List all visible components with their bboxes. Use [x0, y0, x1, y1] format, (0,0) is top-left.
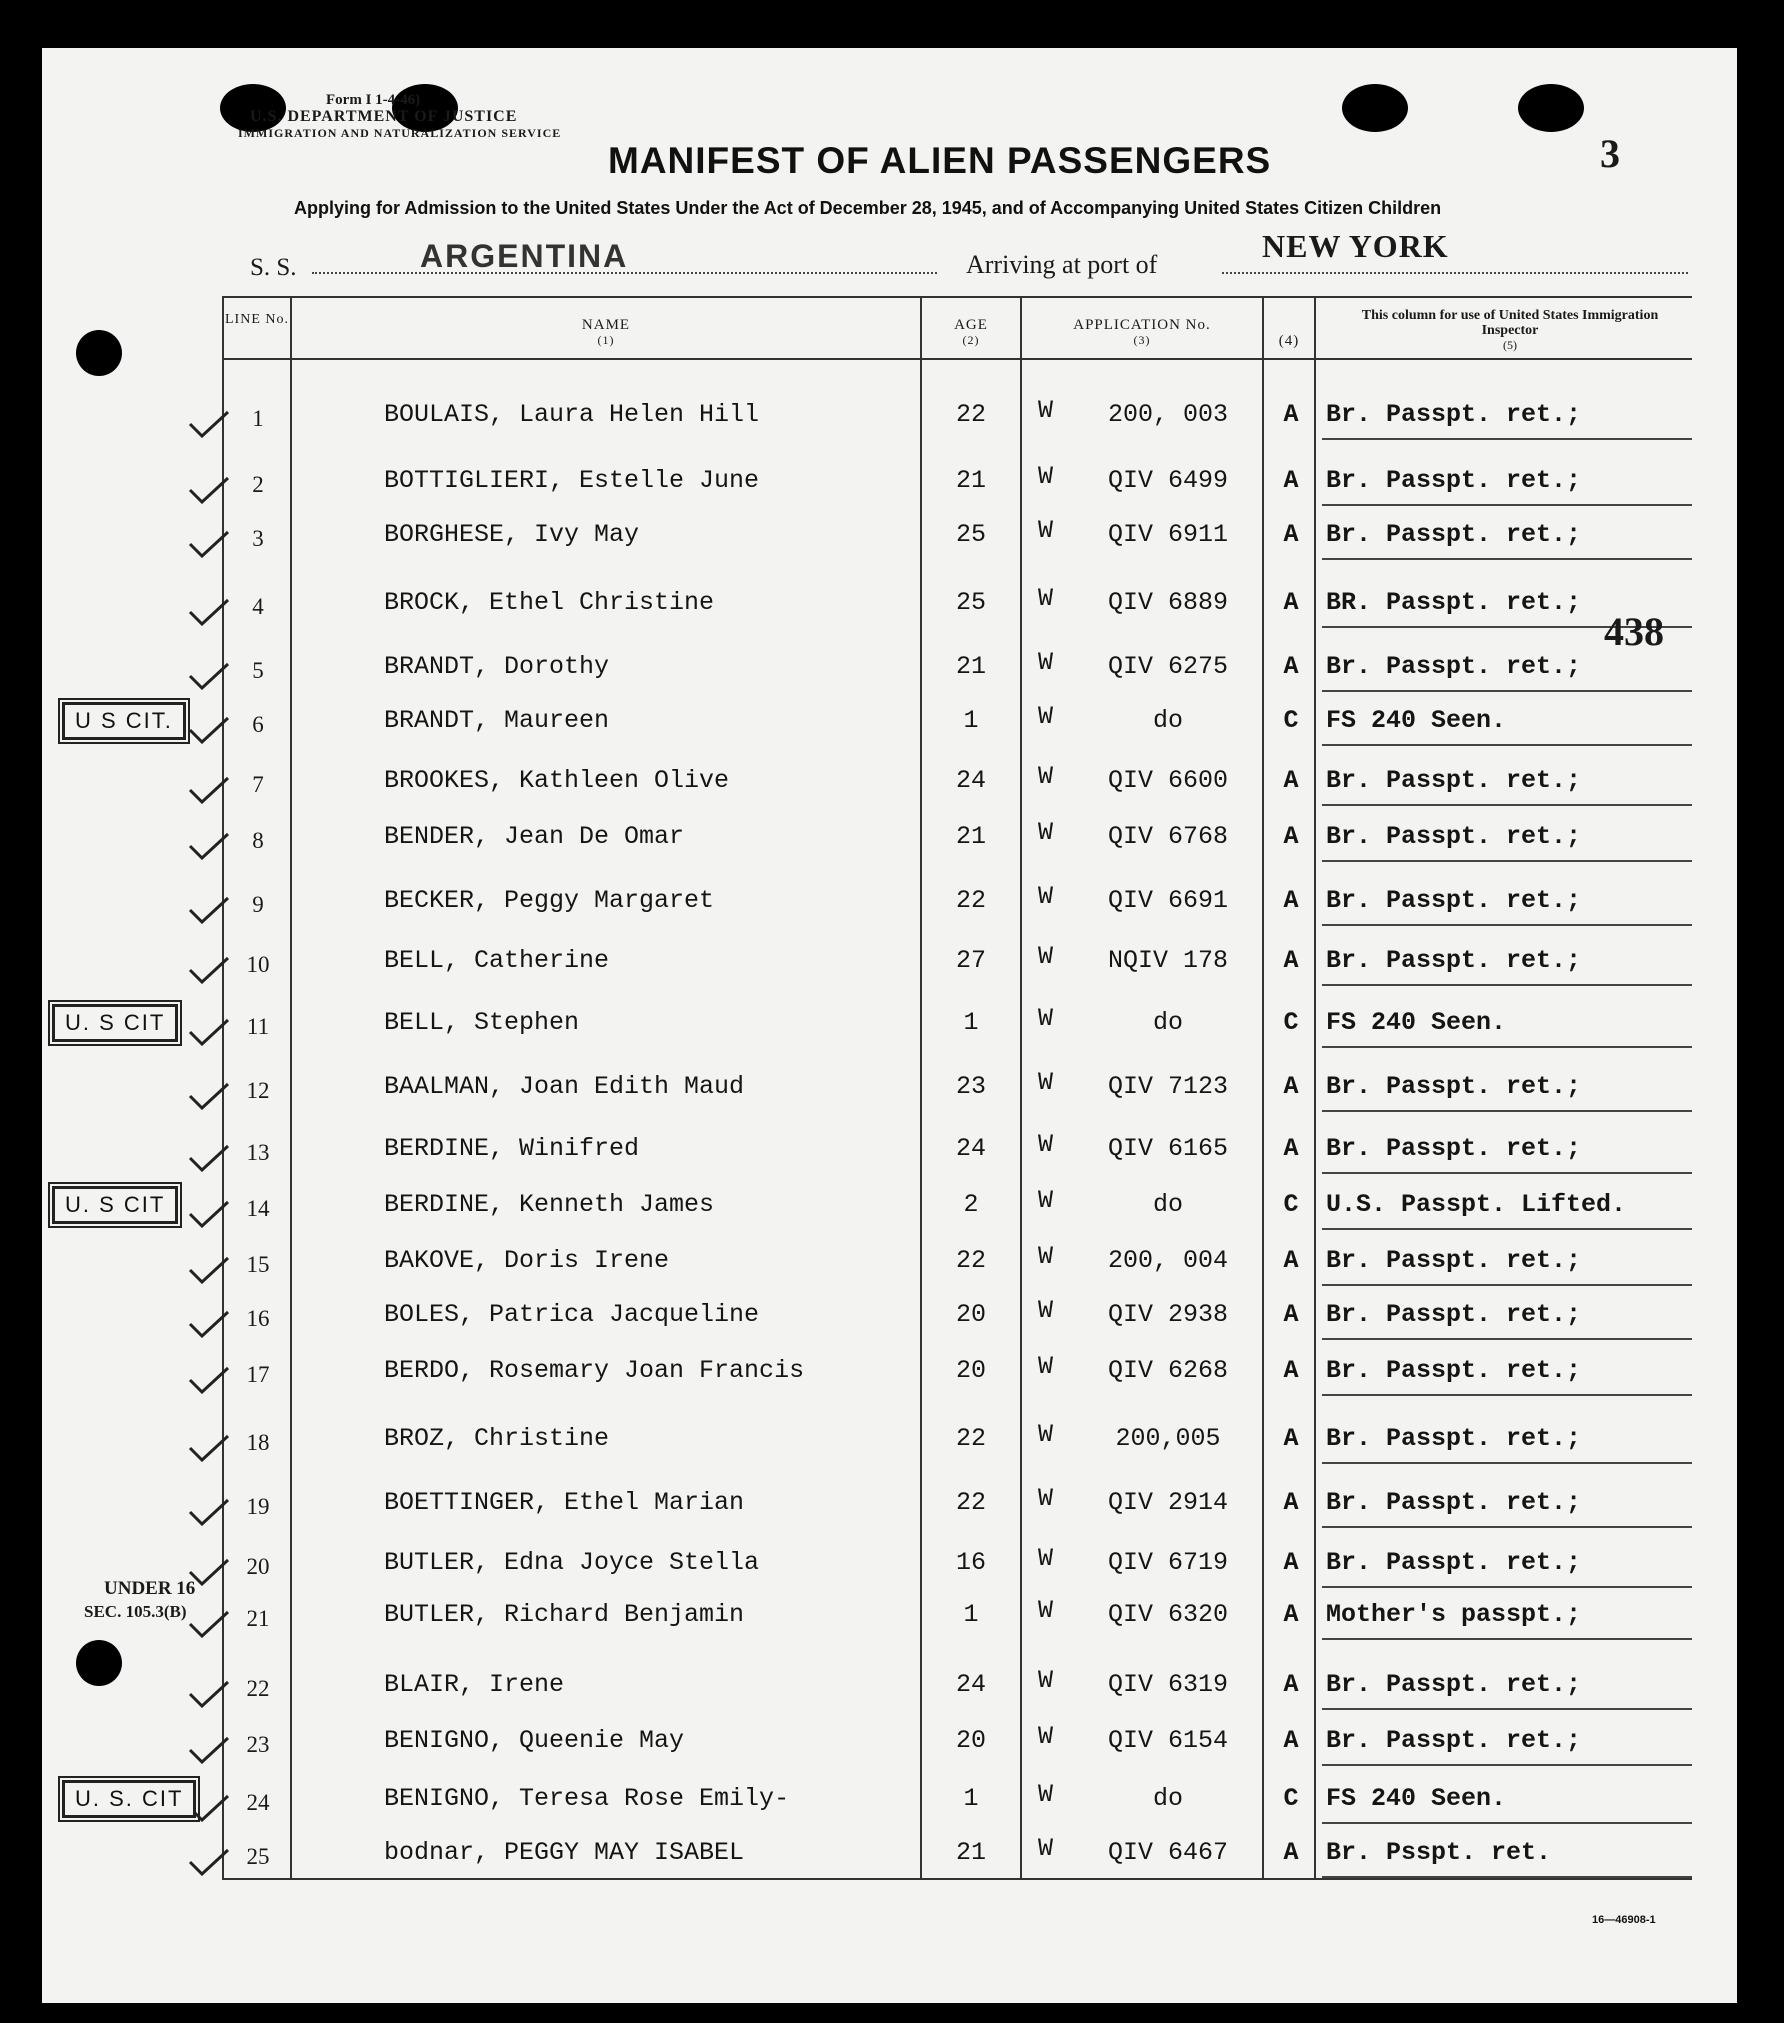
line-number: 15	[246, 1252, 270, 1277]
race-code: W	[1038, 1242, 1054, 1271]
check-mark	[188, 662, 230, 690]
check-mark	[188, 1310, 230, 1338]
inspector-remark: Br. Passpt. ret.;	[1326, 1548, 1582, 1577]
port-label: Arriving at port of	[966, 250, 1158, 279]
class-code: A	[1283, 1072, 1299, 1101]
class-code: A	[1283, 1246, 1299, 1275]
page-number: 3	[1600, 131, 1620, 176]
passenger-name: BRANDT, Dorothy	[384, 652, 610, 681]
column-divider	[290, 296, 292, 1880]
application-number: QIV 2938	[1107, 1300, 1229, 1329]
passenger-age: 25	[955, 588, 986, 617]
passenger-name: BELL, Stephen	[384, 1008, 580, 1037]
race-code: W	[1038, 882, 1054, 911]
punch-hole	[1518, 84, 1584, 132]
remark-underline	[1322, 1110, 1692, 1112]
line-number: 9	[252, 892, 264, 917]
remark-underline	[1322, 860, 1692, 862]
check-mark	[188, 410, 230, 438]
check-mark	[188, 1366, 230, 1394]
table-bottom-border	[222, 1878, 1692, 1880]
passenger-name: BUTLER, Edna Joyce Stella	[384, 1548, 760, 1577]
passenger-age: 21	[955, 1838, 986, 1867]
application-number: QIV 6719	[1107, 1548, 1229, 1577]
class-code: A	[1283, 1300, 1299, 1329]
inspector-remark: Br. Passpt. ret.;	[1326, 822, 1582, 851]
passenger-age: 20	[955, 1726, 986, 1755]
application-number: do	[1152, 706, 1183, 735]
header-name: NAME (1)	[581, 317, 631, 347]
table-top-border	[222, 296, 1692, 298]
passenger-age: 27	[955, 946, 986, 975]
race-code: W	[1038, 584, 1054, 613]
passenger-age: 1	[963, 1008, 979, 1037]
page-subtitle: Applying for Admission to the United States Under the Act of December 28, 1945, and of Accompanying United States Citizen Children	[294, 198, 1442, 218]
punch-hole	[76, 330, 122, 376]
race-code: W	[1038, 648, 1054, 677]
remark-underline	[1322, 1394, 1692, 1396]
page-title: MANIFEST OF ALIEN PASSENGERS	[608, 140, 1272, 181]
passenger-name: BENIGNO, Queenie May	[384, 1726, 685, 1755]
ss-label: S. S.	[250, 254, 297, 281]
application-number: QIV 6165	[1107, 1134, 1229, 1163]
inspector-remark: Br. Passpt. ret.;	[1326, 766, 1582, 795]
application-number: QIV 6691	[1107, 886, 1229, 915]
check-mark	[188, 530, 230, 558]
line-number: 13	[246, 1140, 270, 1165]
section-note: SEC. 105.3(B)	[84, 1602, 187, 1621]
check-mark	[188, 598, 230, 626]
race-code: W	[1038, 762, 1054, 791]
header-line-no: LINE No.	[225, 312, 289, 327]
passenger-age: 21	[955, 652, 986, 681]
class-code: C	[1283, 1008, 1299, 1037]
passenger-age: 22	[955, 400, 986, 429]
passenger-name: BROOKES, Kathleen Olive	[384, 766, 730, 795]
remark-underline	[1322, 1638, 1692, 1640]
race-code: W	[1038, 942, 1054, 971]
class-code: A	[1283, 1600, 1299, 1629]
inspector-remark: Br. Passpt. ret.;	[1326, 1356, 1582, 1385]
check-mark	[188, 896, 230, 924]
application-number: QIV 6467	[1107, 1838, 1229, 1867]
remark-underline	[1322, 1172, 1692, 1174]
inspector-remark: Br. Passpt. ret.;	[1326, 886, 1582, 915]
inspector-remark: FS 240 Seen.	[1326, 1784, 1507, 1813]
passenger-name: BLAIR, Irene	[384, 1670, 565, 1699]
passenger-age: 16	[955, 1548, 986, 1577]
line-number: 23	[246, 1732, 270, 1757]
passenger-name: BERDINE, Winifred	[384, 1134, 640, 1163]
line-number: 3	[252, 526, 264, 551]
race-code: W	[1038, 1420, 1054, 1449]
class-code: A	[1283, 520, 1299, 549]
inspector-remark: Br. Passpt. ret.;	[1326, 1072, 1582, 1101]
header-application: APPLICATION No. (3)	[1073, 317, 1211, 347]
class-code: A	[1283, 1838, 1299, 1867]
inspector-remark: Br. Passpt. ret.;	[1326, 1670, 1582, 1699]
line-number: 5	[252, 658, 264, 683]
line-number: 21	[246, 1606, 270, 1631]
passenger-name: BORGHESE, Ivy May	[384, 520, 640, 549]
column-divider	[1020, 296, 1022, 1880]
race-code: W	[1038, 1834, 1054, 1863]
check-mark	[188, 1610, 230, 1638]
passenger-age: 21	[955, 822, 986, 851]
punch-hole	[1342, 84, 1408, 132]
remark-underline	[1322, 1764, 1692, 1766]
application-number: 200, 004	[1107, 1246, 1229, 1275]
remark-underline	[1322, 1338, 1692, 1340]
remark-underline	[1322, 558, 1692, 560]
race-code: W	[1038, 1296, 1054, 1325]
application-number: QIV 6499	[1107, 466, 1229, 495]
port-name: NEW YORK	[1262, 228, 1449, 264]
passenger-name: BRANDT, Maureen	[384, 706, 610, 735]
column-divider	[920, 296, 922, 1880]
passenger-age: 20	[955, 1356, 986, 1385]
remark-underline	[1322, 438, 1692, 440]
remark-underline	[1322, 1586, 1692, 1588]
header-bottom-border	[222, 358, 1692, 360]
application-number: do	[1152, 1008, 1183, 1037]
punch-hole	[76, 1640, 122, 1686]
check-mark	[188, 1018, 230, 1046]
line-number: 8	[252, 828, 264, 853]
passenger-age: 1	[963, 1784, 979, 1813]
header-col4: (4)	[1278, 333, 1300, 349]
application-number: 200,005	[1115, 1424, 1221, 1453]
inspector-remark: Br. Psspt. ret.	[1326, 1838, 1552, 1867]
check-mark	[188, 1736, 230, 1764]
column-divider	[1262, 296, 1264, 1880]
check-mark	[188, 1434, 230, 1462]
check-mark	[188, 1082, 230, 1110]
column-divider	[1314, 296, 1316, 1880]
check-mark	[188, 716, 230, 744]
passenger-age: 22	[955, 1246, 986, 1275]
remark-underline	[1322, 690, 1692, 692]
passenger-age: 25	[955, 520, 986, 549]
remark-underline	[1322, 1046, 1692, 1048]
us-citizen-stamp: U. S. CIT	[62, 1780, 196, 1818]
application-number: QIV 6268	[1107, 1356, 1229, 1385]
race-code: W	[1038, 1004, 1054, 1033]
form-number: Form I 1-4-46)	[326, 92, 421, 108]
passenger-name: BOETTINGER, Ethel Marian	[384, 1488, 745, 1517]
class-code: C	[1283, 1190, 1299, 1219]
class-code: A	[1283, 588, 1299, 617]
class-code: A	[1283, 1670, 1299, 1699]
check-mark	[188, 476, 230, 504]
race-code: W	[1038, 1596, 1054, 1625]
check-mark	[188, 776, 230, 804]
under16-note: UNDER 16	[104, 1578, 196, 1599]
race-code: W	[1038, 1666, 1054, 1695]
class-code: A	[1283, 466, 1299, 495]
passenger-age: 22	[955, 886, 986, 915]
line-number: 12	[246, 1078, 270, 1103]
race-code: W	[1038, 396, 1054, 425]
inspector-remark: Br. Passpt. ret.;	[1326, 1134, 1582, 1163]
passenger-name: BAALMAN, Joan Edith Maud	[384, 1072, 745, 1101]
footer-code: 16—46908-1	[1592, 1914, 1656, 1926]
remark-underline	[1322, 1526, 1692, 1528]
race-code: W	[1038, 1130, 1054, 1159]
race-code: W	[1038, 1484, 1054, 1513]
inspector-remark: Br. Passpt. ret.;	[1326, 1726, 1582, 1755]
race-code: W	[1038, 1780, 1054, 1809]
service-name: IMMIGRATION AND NATURALIZATION SERVICE	[238, 126, 562, 140]
line-number: 22	[246, 1676, 270, 1701]
header-inspector: This column for use of United States Immigration Inspector (5)	[1361, 308, 1659, 352]
passenger-age: 22	[955, 1424, 986, 1453]
line-number: 25	[246, 1844, 270, 1869]
inspector-remark: Br. Passpt. ret.;	[1326, 466, 1582, 495]
passenger-age: 22	[955, 1488, 986, 1517]
remark-underline	[1322, 1284, 1692, 1286]
line-number: 11	[246, 1014, 270, 1039]
class-code: A	[1283, 1726, 1299, 1755]
class-code: A	[1283, 652, 1299, 681]
inspector-remark: Br. Passpt. ret.;	[1326, 400, 1582, 429]
remark-underline	[1322, 804, 1692, 806]
inspector-remark: Mother's passpt.;	[1326, 1600, 1582, 1629]
race-code: W	[1038, 1186, 1054, 1215]
class-code: A	[1283, 1134, 1299, 1163]
application-number: QIV 6154	[1107, 1726, 1229, 1755]
passenger-age: 21	[955, 466, 986, 495]
passenger-name: BROZ, Christine	[384, 1424, 610, 1453]
line-number: 2	[252, 472, 264, 497]
application-number: QIV 6600	[1107, 766, 1229, 795]
check-mark	[188, 1200, 230, 1228]
class-code: A	[1283, 1548, 1299, 1577]
remark-underline	[1322, 1462, 1692, 1464]
passenger-name: BELL, Catherine	[384, 946, 610, 975]
class-code: A	[1283, 1356, 1299, 1385]
application-number: QIV 6275	[1107, 652, 1229, 681]
class-code: A	[1283, 822, 1299, 851]
class-code: A	[1283, 1488, 1299, 1517]
passenger-name: BOULAIS, Laura Helen Hill	[384, 400, 760, 429]
line-number: 6	[252, 712, 264, 737]
passenger-age: 1	[963, 706, 979, 735]
race-code: W	[1038, 1722, 1054, 1751]
remark-underline	[1322, 1228, 1692, 1230]
line-number: 14	[246, 1196, 270, 1221]
passenger-age: 20	[955, 1300, 986, 1329]
passenger-name: BUTLER, Richard Benjamin	[384, 1600, 745, 1629]
application-number: QIV 6911	[1107, 520, 1229, 549]
passenger-age: 24	[955, 1134, 986, 1163]
application-number: do	[1152, 1190, 1183, 1219]
application-number: NQIV 178	[1107, 946, 1229, 975]
check-mark	[188, 1680, 230, 1708]
line-number: 4	[252, 594, 264, 619]
line-number: 20	[246, 1554, 270, 1579]
race-code: W	[1038, 1068, 1054, 1097]
passenger-age: 23	[955, 1072, 986, 1101]
line-number: 10	[246, 952, 270, 977]
inspector-remark: Br. Passpt. ret.;	[1326, 652, 1582, 681]
passenger-age: 2	[963, 1190, 979, 1219]
remark-underline	[1322, 1708, 1692, 1710]
class-code: C	[1283, 1784, 1299, 1813]
application-number: QIV 6320	[1107, 1600, 1229, 1629]
race-code: W	[1038, 516, 1054, 545]
inspector-remark: FS 240 Seen.	[1326, 706, 1507, 735]
passenger-name: BOLES, Patrica Jacqueline	[384, 1300, 760, 1329]
line-number: 17	[246, 1362, 270, 1387]
application-number: QIV 6889	[1107, 588, 1229, 617]
stamp-number: 438	[1604, 609, 1664, 654]
race-code: W	[1038, 1352, 1054, 1381]
class-code: A	[1283, 400, 1299, 429]
line-number: 1	[252, 406, 264, 431]
line-number: 19	[246, 1494, 270, 1519]
remark-underline	[1322, 744, 1692, 746]
passenger-age: 24	[955, 766, 986, 795]
race-code: W	[1038, 702, 1054, 731]
port-line	[1222, 272, 1688, 274]
application-number: QIV 2914	[1107, 1488, 1229, 1517]
passenger-name: BERDINE, Kenneth James	[384, 1190, 715, 1219]
line-number: 24	[246, 1790, 270, 1815]
passenger-name: BECKER, Peggy Margaret	[384, 886, 715, 915]
passenger-name: BOTTIGLIERI, Estelle June	[384, 466, 760, 495]
application-number: QIV 7123	[1107, 1072, 1229, 1101]
class-code: A	[1283, 946, 1299, 975]
passenger-name: BENDER, Jean De Omar	[384, 822, 685, 851]
line-number: 7	[252, 772, 264, 797]
line-number: 18	[246, 1430, 270, 1455]
race-code: W	[1038, 462, 1054, 491]
check-mark	[188, 1498, 230, 1526]
passenger-age: 24	[955, 1670, 986, 1699]
class-code: A	[1283, 766, 1299, 795]
application-number: do	[1152, 1784, 1183, 1813]
department-name: U.S. DEPARTMENT OF JUSTICE	[250, 108, 518, 125]
inspector-remark: Br. Passpt. ret.;	[1326, 1424, 1582, 1453]
inspector-remark: U.S. Passpt. Lifted.	[1326, 1190, 1627, 1219]
class-code: C	[1283, 706, 1299, 735]
application-number: QIV 6768	[1107, 822, 1229, 851]
inspector-remark: Br. Passpt. ret.;	[1326, 1300, 1582, 1329]
class-code: A	[1283, 886, 1299, 915]
passenger-age: 1	[963, 1600, 979, 1629]
remark-underline	[1322, 504, 1692, 506]
us-citizen-stamp: U. S CIT	[52, 1004, 178, 1042]
application-number: QIV 6319	[1107, 1670, 1229, 1699]
passenger-name: BERDO, Rosemary Joan Francis	[384, 1356, 805, 1385]
passenger-name: bodnar, PEGGY MAY ISABEL	[384, 1838, 745, 1867]
inspector-remark: FS 240 Seen.	[1326, 1008, 1507, 1037]
race-code: W	[1038, 818, 1054, 847]
passenger-name: BROCK, Ethel Christine	[384, 588, 715, 617]
us-citizen-stamp: U S CIT.	[62, 702, 186, 740]
application-number: 200, 003	[1107, 400, 1229, 429]
inspector-remark: BR. Passpt. ret.;	[1326, 588, 1582, 617]
us-citizen-stamp: U. S CIT	[52, 1186, 178, 1224]
remark-underline	[1322, 1876, 1692, 1878]
inspector-remark: Br. Passpt. ret.;	[1326, 946, 1582, 975]
check-mark	[188, 1848, 230, 1876]
passenger-name: BENIGNO, Teresa Rose Emily-	[384, 1784, 790, 1813]
header-age: AGE (2)	[954, 317, 988, 347]
inspector-remark: Br. Passpt. ret.;	[1326, 1246, 1582, 1275]
line-number: 16	[246, 1306, 270, 1331]
race-code: W	[1038, 1544, 1054, 1573]
passenger-name: BAKOVE, Doris Irene	[384, 1246, 670, 1275]
ship-name: ARGENTINA	[420, 238, 629, 274]
remark-underline	[1322, 984, 1692, 986]
class-code: A	[1283, 1424, 1299, 1453]
inspector-remark: Br. Passpt. ret.;	[1326, 1488, 1582, 1517]
remark-underline	[1322, 924, 1692, 926]
remark-underline	[1322, 1822, 1692, 1824]
check-mark	[188, 832, 230, 860]
check-mark	[188, 956, 230, 984]
check-mark	[188, 1144, 230, 1172]
check-mark	[188, 1256, 230, 1284]
inspector-remark: Br. Passpt. ret.;	[1326, 520, 1582, 549]
